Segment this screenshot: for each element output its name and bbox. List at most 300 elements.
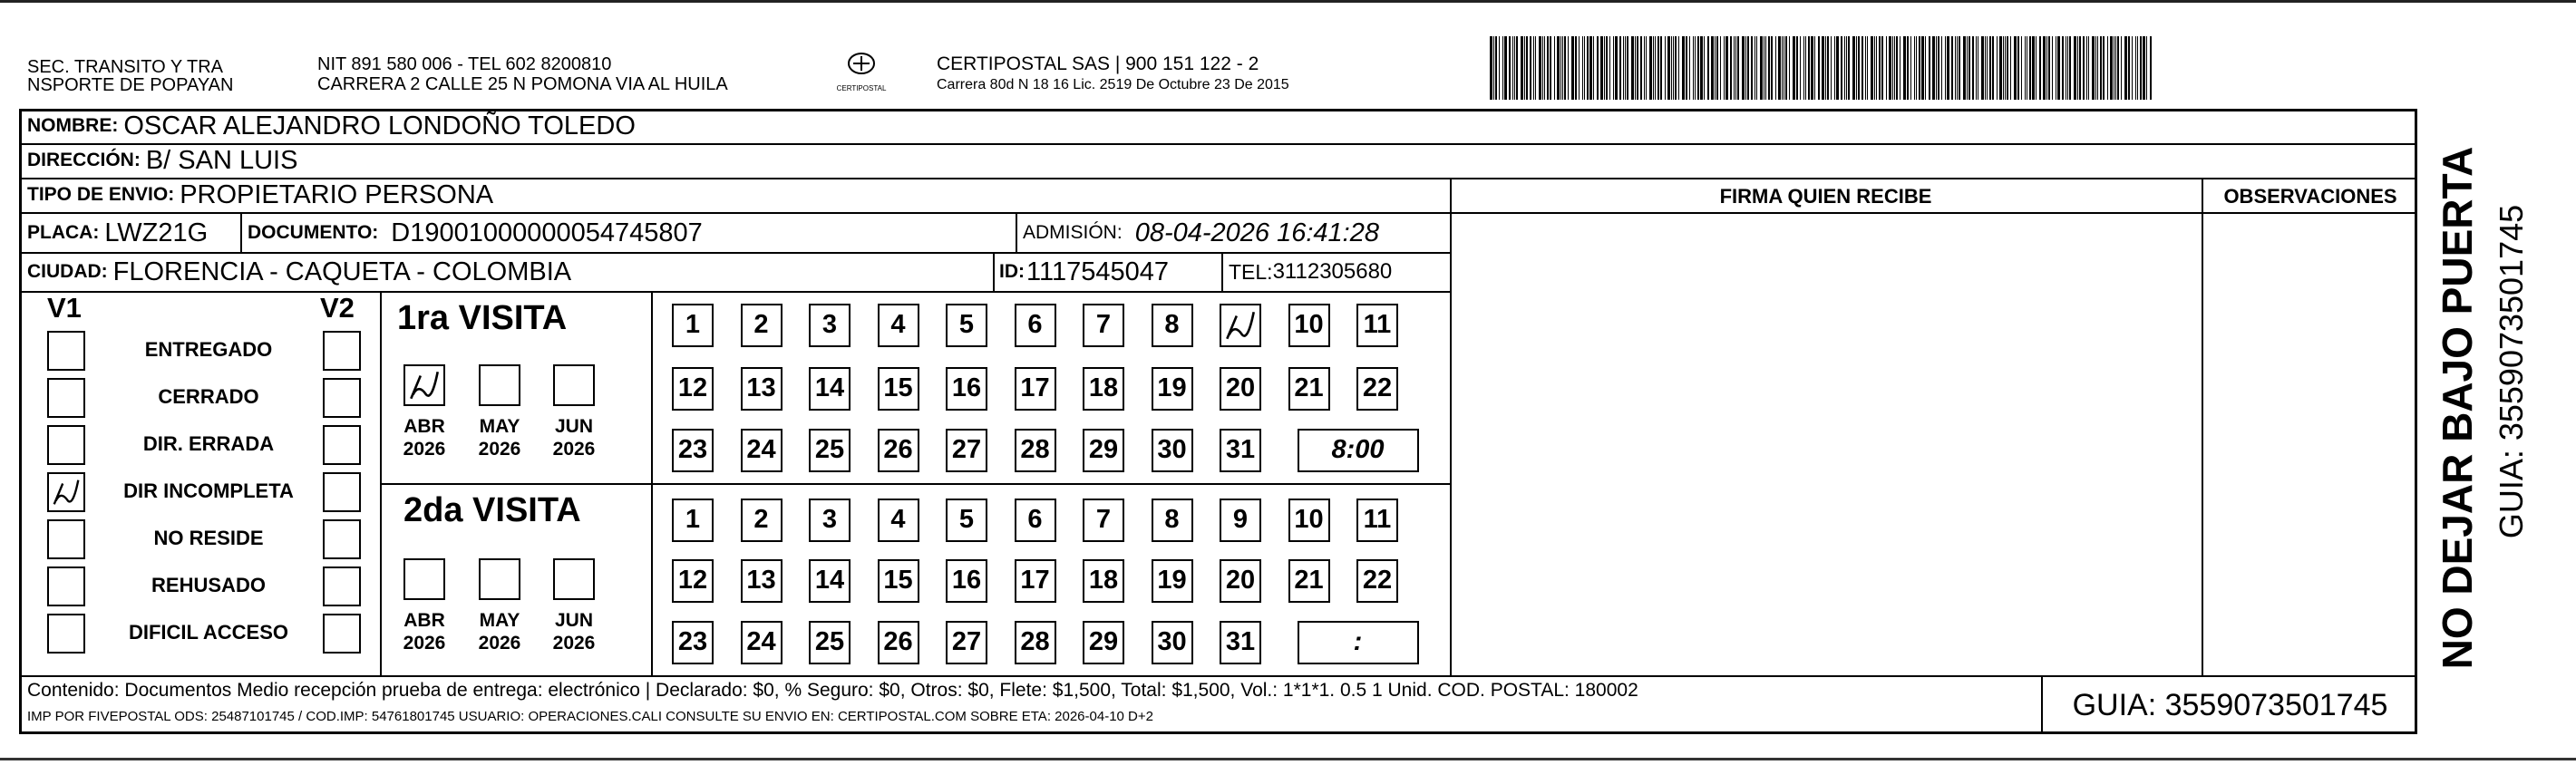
day-box[interactable]: 11 (1356, 304, 1398, 347)
barcode-bar (1635, 36, 1636, 100)
day-box[interactable]: 18 (1083, 367, 1124, 411)
barcode-bar (1856, 36, 1857, 100)
month-name: MAY (479, 610, 520, 631)
month-label (468, 609, 531, 654)
barcode-bar (1619, 36, 1621, 100)
barcode-bar (1715, 36, 1716, 100)
barcode-bar (2095, 36, 2096, 100)
side-guia: GUIA: 3559073501745 (2493, 204, 2530, 539)
day-box[interactable]: 12 (672, 559, 714, 603)
reason-v1-checkbox[interactable] (47, 331, 85, 371)
barcode-bar (1997, 36, 1998, 100)
barcode-bar (1800, 36, 1801, 100)
barcode-bar (1796, 36, 1798, 100)
day-box[interactable]: 21 (1288, 367, 1330, 411)
barcode-bar (1584, 36, 1585, 100)
barcode-bar (2107, 36, 2108, 100)
day-box[interactable]: 27 (946, 621, 987, 664)
barcode-bar (1516, 36, 1518, 100)
barcode-bar (1903, 36, 1906, 100)
barcode-bar (1768, 36, 1770, 100)
barcode-bar (1867, 36, 1868, 100)
barcode-bar (1533, 36, 1534, 100)
day-box[interactable]: 12 (672, 367, 714, 411)
barcode-bar (1693, 36, 1694, 100)
month-checkbox[interactable] (403, 364, 445, 406)
day-box[interactable]: 22 (1356, 559, 1398, 603)
barcode-bar (1631, 36, 1634, 100)
barcode-bar (1896, 36, 1898, 100)
day-box[interactable]: 22 (1356, 367, 1398, 411)
admision-row (1023, 214, 1379, 252)
barcode-bar (1745, 36, 1746, 100)
barcode-bar (1910, 36, 1911, 100)
day-box[interactable]: 5 (946, 499, 987, 542)
barcode-bar (1682, 36, 1685, 100)
nombre-label: NOMBRE: (27, 115, 119, 136)
barcode-bar (1831, 36, 1832, 100)
barcode-bar (1490, 36, 1492, 100)
barcode-bar (2097, 36, 2098, 100)
barcode-bar (1600, 36, 1603, 100)
carrier-line-1: CERTIPOSTAL SAS | 900 151 122 - 2 (937, 53, 1259, 74)
barcode-bar (1678, 36, 1679, 100)
barcode-bar (1841, 36, 1842, 100)
reason-v2-checkbox[interactable] (323, 425, 361, 465)
check-mark-icon (1221, 305, 1259, 345)
visit2-title: 2da VISITA (403, 491, 581, 529)
ciudad-value: FLORENCIA - CAQUETA - COLOMBIA (112, 257, 572, 286)
barcode-bar (2079, 36, 2081, 100)
barcode-bar (1848, 36, 1850, 100)
day-box[interactable]: 21 (1288, 559, 1330, 603)
observaciones-label: OBSERVACIONES (2223, 185, 2397, 208)
barcode-bar (1571, 36, 1574, 100)
day-box[interactable]: 23 (672, 621, 714, 664)
barcode-bar (1649, 36, 1652, 100)
barcode-bar (1775, 36, 1776, 100)
day-box[interactable] (1220, 304, 1261, 347)
barcode-bar (1846, 36, 1847, 100)
no-dejar-warning: NO DEJAR BAJO PUERTA (2434, 146, 2481, 670)
documento-row (248, 214, 703, 252)
reason-v2-checkbox[interactable] (323, 331, 361, 371)
barcode-bar (1575, 36, 1577, 100)
barcode-bar (1554, 36, 1555, 100)
barcode-bar (2092, 36, 2095, 100)
barcode-bar (1637, 36, 1638, 100)
visit-time-box[interactable]: 8:00 (1298, 429, 1419, 472)
barcode-bar (1625, 36, 1626, 100)
barcode-bar (1951, 36, 1953, 100)
day-box[interactable]: 11 (1356, 499, 1398, 542)
reason-v2-checkbox[interactable] (323, 378, 361, 418)
barcode-bar (1700, 36, 1703, 100)
day-box[interactable]: 26 (878, 621, 919, 664)
documento-label: DOCUMENTO: (248, 222, 379, 243)
barcode-bar (2137, 36, 2138, 100)
barcode-bar (1524, 36, 1525, 100)
barcode-bar (1711, 36, 1714, 100)
admision-value: 08-04-2026 16:41:28 (1134, 218, 1379, 247)
barcode-bar (1981, 36, 1984, 100)
day-box[interactable]: 16 (946, 559, 987, 603)
barcode-bar (2150, 36, 2152, 100)
sender-line-1: SEC. TRANSITO Y TRA (27, 57, 223, 77)
barcode-bar (2110, 36, 2113, 100)
imp-line: IMP POR FIVEPOSTAL ODS: 25487101745 / COD.IMP: 54761801745 USUARIO: OPERACIONES.CALI CONSULTE SU ENVIO EN: CERTIPOSTAL.COM SOBRE ETA: 2026-04-10 D+2 (27, 709, 1153, 724)
barcode-bar (1697, 36, 1699, 100)
day-box[interactable]: 3 (809, 304, 851, 347)
day-box[interactable]: 9 (1220, 499, 1261, 542)
barcode-bar (2005, 36, 2006, 100)
day-box[interactable]: 30 (1152, 429, 1193, 472)
day-box[interactable]: 8 (1152, 499, 1193, 542)
barcode-bar (1871, 36, 1873, 100)
tel-label: TEL: (1229, 259, 1273, 284)
barcode-bar (2132, 36, 2133, 100)
day-box[interactable]: 25 (809, 429, 851, 472)
barcode-bar (1805, 36, 1806, 100)
day-box[interactable]: 28 (1015, 621, 1056, 664)
day-box[interactable]: 8 (1152, 304, 1193, 347)
reason-label: DIFICIL ACCESO (128, 621, 288, 644)
barcode-bar (1782, 36, 1783, 100)
barcode-bar (1564, 36, 1566, 100)
barcode-bar (1667, 36, 1670, 100)
reason-v1-checkbox[interactable] (47, 614, 85, 654)
barcode-bar (2083, 36, 2085, 100)
barcode-bar (1999, 36, 2002, 100)
barcode-bar (1615, 36, 1618, 100)
visit-time-box[interactable]: : (1298, 621, 1419, 664)
barcode-icon (1490, 36, 2156, 100)
day-box[interactable]: 13 (741, 559, 783, 603)
day-box[interactable]: 29 (1083, 429, 1124, 472)
day-box[interactable]: 24 (741, 621, 783, 664)
day-box[interactable]: 15 (878, 559, 919, 603)
barcode-bar (2069, 36, 2071, 100)
id-value: 1117545047 (1026, 257, 1169, 286)
tipo-row (27, 178, 493, 212)
barcode-bar (2121, 36, 2122, 100)
barcode-bar (1562, 36, 1563, 100)
barcode-bar (2117, 36, 2119, 100)
barcode-bar (1938, 36, 1939, 100)
barcode-bar (1495, 36, 1497, 100)
barcode-bar (2124, 36, 2127, 100)
month-label (542, 415, 606, 460)
day-box[interactable]: 27 (946, 429, 987, 472)
barcode-bar (1725, 36, 1728, 100)
barcode-bar (1976, 36, 1977, 100)
barcode-bar (1968, 36, 1970, 100)
visit-split (380, 483, 1450, 485)
month-day-divider (651, 291, 653, 675)
direccion-label: DIRECCIÓN: (27, 150, 141, 170)
day-box[interactable]: 3 (809, 499, 851, 542)
reason-v1-checkbox[interactable] (47, 425, 85, 465)
day-box[interactable]: 4 (878, 499, 919, 542)
barcode-bar (2062, 36, 2064, 100)
barcode-bar (1493, 36, 1494, 100)
barcode-bar (1771, 36, 1773, 100)
id-divider (993, 252, 995, 291)
barcode-bar (1735, 36, 1736, 100)
barcode-bar (1919, 36, 1920, 100)
barcode-bar (1550, 36, 1551, 100)
barcode-bar (2103, 36, 2105, 100)
barcode-bar (1822, 36, 1824, 100)
month-name: MAY (479, 416, 520, 437)
month-name: JUN (554, 610, 593, 631)
day-box[interactable]: 14 (809, 559, 851, 603)
barcode-bar (1876, 36, 1877, 100)
barcode-bar (1836, 36, 1839, 100)
barcode-bar (1509, 36, 1511, 100)
barcode-bar (1967, 36, 1968, 100)
month-label (393, 609, 456, 654)
barcode-bar (1858, 36, 1860, 100)
barcode-bar (2010, 36, 2011, 100)
direccion-row (27, 143, 297, 178)
barcode-bar (1972, 36, 1974, 100)
reason-v1-checkbox[interactable] (47, 472, 85, 512)
day-box[interactable]: 20 (1220, 559, 1261, 603)
day-box[interactable]: 1 (672, 499, 714, 542)
documento-value: D19001000000054745807 (391, 218, 703, 247)
barcode-bar (1526, 36, 1528, 100)
reason-label: CERRADO (158, 385, 259, 408)
reason-v2-checkbox[interactable] (323, 614, 361, 654)
barcode-bar (1613, 36, 1614, 100)
v1-label: V1 (47, 292, 82, 324)
barcode-bar (2077, 36, 2078, 100)
month-year: 2026 (403, 439, 446, 460)
month-year: 2026 (403, 633, 446, 654)
barcode-bar (1675, 36, 1677, 100)
top-rule (0, 0, 2576, 3)
barcode-bar (2086, 36, 2087, 100)
bottom-rule (0, 758, 2576, 760)
barcode-bar (1921, 36, 1924, 100)
reason-v1-checkbox[interactable] (47, 378, 85, 418)
day-box[interactable]: 6 (1015, 304, 1056, 347)
barcode-bar (2003, 36, 2004, 100)
tipo-label: TIPO DE ENVIO: (27, 184, 175, 205)
day-box[interactable]: 6 (1015, 499, 1056, 542)
firma-divider (1450, 178, 1452, 675)
barcode-bar (1852, 36, 1855, 100)
day-box[interactable]: 2 (741, 304, 783, 347)
barcode-bar (1557, 36, 1560, 100)
barcode-bar (2043, 36, 2046, 100)
barcode-bar (1925, 36, 1926, 100)
month-name: ABR (403, 416, 445, 437)
ciudad-row (27, 253, 571, 291)
barcode-bar (1539, 36, 1541, 100)
barcode-bar (2048, 36, 2050, 100)
barcode-bar (1720, 36, 1721, 100)
barcode-bar (1992, 36, 1994, 100)
firma-label: FIRMA QUIEN RECIBE (1719, 185, 1932, 208)
id-label: ID: (999, 261, 1025, 282)
day-box[interactable]: 24 (741, 429, 783, 472)
barcode-bar (1504, 36, 1507, 100)
direccion-value: B/ SAN LUIS (145, 145, 298, 175)
reason-label: DIR. ERRADA (142, 432, 275, 455)
observaciones-area[interactable] (2204, 215, 2416, 673)
day-box[interactable]: 17 (1015, 367, 1056, 411)
firma-underline (1450, 212, 2417, 214)
tel-row (1229, 253, 1392, 291)
barcode-bar (1716, 36, 1718, 100)
barcode-bar (1936, 36, 1937, 100)
barcode-bar (1765, 36, 1766, 100)
barcode-bar (1695, 36, 1696, 100)
barcode-bar (2057, 36, 2060, 100)
reason-v2-checkbox[interactable] (323, 566, 361, 606)
barcode-bar (1963, 36, 1966, 100)
barcode-bar (1593, 36, 1594, 100)
day-box[interactable]: 25 (809, 621, 851, 664)
barcode-bar (1874, 36, 1875, 100)
barcode-bar (2007, 36, 2008, 100)
month-checkbox[interactable] (479, 364, 520, 406)
day-box[interactable]: 7 (1083, 304, 1124, 347)
certipostal-logo-icon (821, 47, 902, 102)
day-box[interactable]: 13 (741, 367, 783, 411)
day-box[interactable]: 29 (1083, 621, 1124, 664)
barcode-bar (1814, 36, 1815, 100)
reason-label: DIR INCOMPLETA (123, 479, 294, 502)
barcode-bar (1985, 36, 1986, 100)
day-box[interactable]: 7 (1083, 499, 1124, 542)
barcode-bar (1785, 36, 1787, 100)
month-label (468, 415, 531, 460)
barcode-bar (1747, 36, 1749, 100)
barcode-bar (1544, 36, 1545, 100)
barcode-bar (2029, 36, 2031, 100)
barcode-bar (1825, 36, 1826, 100)
barcode-bar (1881, 36, 1883, 100)
barcode-bar (1640, 36, 1642, 100)
barcode-bar (1704, 36, 1705, 100)
reason-label: NO RESIDE (153, 527, 264, 549)
barcode-bar (1987, 36, 1988, 100)
barcode-bar (2074, 36, 2076, 100)
barcode-bar (1730, 36, 1732, 100)
nombre-row (27, 109, 636, 143)
barcode-bar (1751, 36, 1753, 100)
month-year: 2026 (552, 439, 596, 460)
barcode-bar (1778, 36, 1781, 100)
barcode-bar (1499, 36, 1500, 100)
barcode-bar (1742, 36, 1745, 100)
barcode-bar (1560, 36, 1561, 100)
barcode-bar (1818, 36, 1820, 100)
barcode-bar (1512, 36, 1513, 100)
day-box[interactable]: 31 (1220, 429, 1261, 472)
day-box[interactable]: 18 (1083, 559, 1124, 603)
barcode-bar (1803, 36, 1804, 100)
month-checkbox[interactable] (403, 558, 445, 600)
barcode-bar (2014, 36, 2017, 100)
sender-line-2: NSPORTE DE POPAYAN (27, 75, 234, 95)
barcode-bar (1756, 36, 1757, 100)
placa-row (27, 214, 208, 252)
day-box[interactable]: 10 (1288, 499, 1330, 542)
day-box[interactable]: 4 (878, 304, 919, 347)
barcode-bar (2025, 36, 2026, 100)
row-divider (19, 291, 1450, 293)
barcode-bar (1707, 36, 1709, 100)
barcode-bar (1606, 36, 1608, 100)
barcode-bar (2100, 36, 2102, 100)
day-box[interactable]: 10 (1288, 304, 1330, 347)
month-checkbox[interactable] (553, 364, 595, 406)
barcode-bar (1686, 36, 1687, 100)
day-box[interactable]: 2 (741, 499, 783, 542)
nit-line: NIT 891 580 006 - TEL 602 8200810 (317, 54, 612, 74)
day-box[interactable]: 23 (672, 429, 714, 472)
tel-divider (1221, 252, 1223, 291)
reason-v2-checkbox[interactable] (323, 519, 361, 559)
barcode-bar (1811, 36, 1813, 100)
day-box[interactable]: 20 (1220, 367, 1261, 411)
day-box[interactable]: 19 (1152, 559, 1193, 603)
day-box[interactable]: 17 (1015, 559, 1056, 603)
day-box[interactable]: 14 (809, 367, 851, 411)
reason-v1-checkbox[interactable] (47, 519, 85, 559)
barcode-bar (1945, 36, 1946, 100)
barcode-bar (1627, 36, 1628, 100)
day-box[interactable]: 5 (946, 304, 987, 347)
barcode-bar (1865, 36, 1866, 100)
barcode-bar (1808, 36, 1810, 100)
reason-v1-checkbox[interactable] (47, 566, 85, 606)
barcode-bar (1653, 36, 1654, 100)
barcode-bar (1582, 36, 1583, 100)
barcode-bar (1879, 36, 1881, 100)
barcode-bar (1657, 36, 1659, 100)
day-box[interactable]: 31 (1220, 621, 1261, 664)
day-box[interactable]: 1 (672, 304, 714, 347)
nombre-value: OSCAR ALEJANDRO LONDOÑO TOLEDO (123, 111, 636, 140)
barcode-bar (1689, 36, 1690, 100)
barcode-bar (2039, 36, 2041, 100)
placa-label: PLACA: (27, 222, 100, 243)
day-box[interactable]: 19 (1152, 367, 1193, 411)
barcode-bar (1957, 36, 1958, 100)
month-checkbox[interactable] (479, 558, 520, 600)
day-box[interactable]: 28 (1015, 429, 1056, 472)
barcode-bar (1673, 36, 1674, 100)
barcode-bar (1955, 36, 1956, 100)
month-year: 2026 (478, 439, 521, 460)
month-checkbox[interactable] (553, 558, 595, 600)
day-box[interactable]: 30 (1152, 621, 1193, 664)
barcode-bar (2146, 36, 2147, 100)
day-box[interactable]: 26 (878, 429, 919, 472)
barcode-bar (2021, 36, 2022, 100)
signature-area[interactable] (1453, 215, 2201, 673)
reason-v2-checkbox[interactable] (323, 472, 361, 512)
day-box[interactable]: 16 (946, 367, 987, 411)
reason-label: REHUSADO (151, 574, 266, 596)
row-divider (19, 675, 2417, 677)
day-box[interactable]: 15 (878, 367, 919, 411)
